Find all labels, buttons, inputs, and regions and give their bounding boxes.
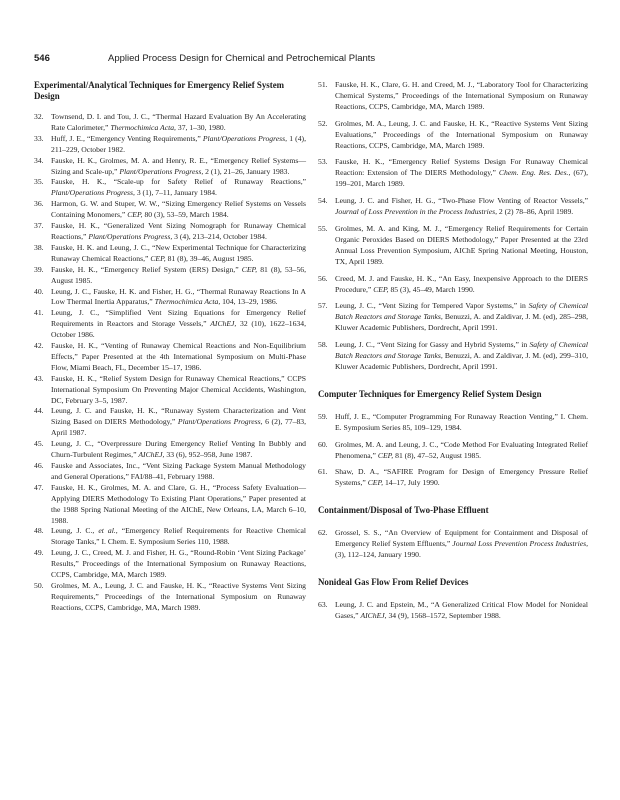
reference-source-title: AIChEJ, bbox=[210, 319, 237, 329]
reference-text: Leung, J. C. and Epstein, M., “A Generalized Critical Flow Model for Nonideal Gases,” bbox=[335, 600, 588, 620]
reference-source-title: CEP, bbox=[241, 264, 258, 274]
reference-source-title: Journal of Loss Prevention in the Process Industries, bbox=[335, 207, 497, 217]
reference-source-title: Plant/Operations Progress, bbox=[119, 166, 204, 176]
reference-citation-details: 3 (1), 7–11, January 1984. bbox=[134, 188, 217, 198]
reference-list-experimental bbox=[34, 112, 306, 614]
reference-source-title: Safety of Chemical Batch Reactors and Storage Tanks, bbox=[335, 340, 588, 361]
reference-entry bbox=[34, 548, 306, 581]
reference-number: 63. bbox=[318, 600, 328, 609]
reference-number: 58. bbox=[318, 340, 328, 350]
reference-source-title: AIChEJ, bbox=[138, 450, 165, 460]
reference-text: Leung, J. C., “Vent Sizing for Tempered Vapor Systems,” in bbox=[335, 301, 529, 311]
reference-number: 61. bbox=[318, 467, 328, 477]
reference-text: Fauske, H. K., Clare, G. H. and Creed, M. J., “Laboratory Tool for Characterizing Chemical Systems,” Proceedings of the International Symposium on Runaway Reactions, CCPS, Cambridge, MA, March 1989. bbox=[335, 80, 588, 111]
reference-text: Leung, J. C., Fauske, H. K. and Fisher, H. G., “Thermal Runaway Reactions In A Low Thermal Inertia Apparatus,” bbox=[51, 286, 306, 307]
reference-number: 38. bbox=[34, 242, 44, 252]
reference-entry bbox=[34, 287, 306, 309]
running-title: Applied Process Design for Chemical and Petrochemical Plants bbox=[108, 53, 376, 64]
reference-text: Fauske, H. K., Grolmes, M. A. and Clare, G. H., “Process Safety Evaluation—Applying DIERS Methodology To Existing Plant Operations,” Paper presented at the 1988 Spring National Meeting of the AIChE, New Orleans, LA, March 6–10, 1988. bbox=[51, 482, 306, 525]
reference-entry bbox=[318, 274, 588, 296]
reference-citation-details: 32 (10), 1622–1634, October 1986. bbox=[51, 319, 306, 340]
reference-entry bbox=[318, 600, 588, 622]
reference-entry bbox=[318, 157, 588, 190]
reference-source-title: Thermochimica Acta, bbox=[110, 122, 176, 132]
reference-number: 52. bbox=[318, 118, 328, 128]
reference-citation-details: 3 (4), 213–214, October 1984. bbox=[172, 231, 267, 241]
reference-number: 46. bbox=[34, 461, 44, 470]
reference-citation-details: (67), 199–201, March 1989. bbox=[335, 168, 588, 189]
reference-text: Fauske, H. K., “Venting of Runaway Chemical Reactions and Non-Equilibrium Effects,” Paper Presented at the 4th International Symposium on Multi-Phase Flow, Miami Beach, FL, December 15–17, 1986. bbox=[51, 341, 306, 372]
reference-number: 48. bbox=[34, 526, 44, 536]
reference-text: Grolmes, M. A., Leung, J. C. and Fauske, H. K., “Reactive Systems Vent Sizing Requirements,” Proceedings of the International Symposium on Runaway Reactions, CCPS, Cambridge, MA, March 1989. bbox=[51, 580, 306, 612]
reference-number: 47. bbox=[34, 482, 44, 492]
reference-text: Fauske, H. K., “Scale-up for Safety Relief of Runaway Reactions,” bbox=[51, 177, 306, 187]
running-header bbox=[34, 53, 594, 67]
reference-text: Fauske and Associates, Inc., “Vent Sizing Package System Manual Methodology and General Operations,” FAI/88–41, February 1988. bbox=[51, 461, 306, 481]
reference-entry bbox=[318, 80, 588, 113]
reference-number: 34. bbox=[34, 155, 44, 165]
reference-text: Leung, J. C., “Vent Sizing for Gassy and Hybrid Systems,” in bbox=[335, 340, 530, 350]
reference-number: 33. bbox=[34, 133, 44, 143]
reference-text: Townsend, D. I. and Tou, J. C., “Thermal Hazard Evaluation By An Accelerating Rate Calorimeter,” bbox=[51, 112, 306, 132]
reference-entry bbox=[34, 581, 306, 614]
reference-entry bbox=[34, 439, 306, 461]
reference-source-title: Journal Loss Prevention Process Industries, bbox=[452, 539, 588, 549]
reference-text: Leung, J. C., bbox=[51, 526, 99, 536]
reference-number: 36. bbox=[34, 199, 44, 209]
reference-source-title: Chem. Eng. Res. Des., bbox=[498, 168, 571, 178]
reference-citation-details: Benuzzi, A. and Zaldivar, J. M. (ed), 285–298, Kluwer Academic Publishers, Dordrecht, April 1991. bbox=[335, 312, 588, 333]
reference-text: Grolmes, M. A. and Leung, J. C., “Code Method For Evaluating Integrated Relief Phenomena,” bbox=[335, 439, 588, 460]
reference-text: Leung, J. C. and Fisher, H. G., “Two-Phase Flow Venting of Reactor Vessels,” bbox=[335, 196, 588, 206]
reference-source-title: AIChEJ, bbox=[360, 610, 387, 620]
right-column bbox=[318, 80, 588, 628]
reference-entry bbox=[318, 224, 588, 268]
reference-number: 53. bbox=[318, 157, 328, 167]
reference-entry bbox=[34, 406, 306, 439]
reference-number: 62. bbox=[318, 528, 328, 538]
reference-citation-details: “Emergency Relief Requirements for Reactive Chemical Storage Tanks,” I. Chem. E. Symposium Series 110, 1988. bbox=[51, 526, 306, 547]
reference-source-title: Plant/Operations Progress, bbox=[88, 231, 173, 241]
reference-entry bbox=[34, 243, 306, 265]
reference-number: 39. bbox=[34, 264, 44, 274]
reference-text: Leung, J. C., Creed, M. J. and Fisher, H. G., “Round-Robin ‘Vent Sizing Package’ Results,” Proceedings of the International Symposium on Runaway Reactions, CCPS, Cambridge, MA, March 1989. bbox=[51, 548, 306, 580]
left-column bbox=[34, 80, 306, 614]
reference-entry bbox=[34, 308, 306, 341]
reference-citation-details: 33 (6), 952–958, June 1987. bbox=[164, 450, 253, 460]
page-number: 546 bbox=[34, 53, 50, 64]
reference-citation-details: 80 (3), 53–59, March 1984. bbox=[142, 210, 229, 220]
reference-text: Grolmes, M. A. and King, M. J., “Emergency Relief Requirements for Certain Organic Peroxides Based on DIERS Methodology,” Paper Presented at the 23rd Annual Loss Prevention Symposium, AIChE Spring National Meeting, Houston, TX, April 1989. bbox=[335, 223, 588, 266]
heading-containment-disposal: Containment/Disposal of Two-Phase Effluent bbox=[318, 505, 489, 516]
reference-number: 44. bbox=[34, 406, 44, 416]
reference-source-title: CEP, bbox=[377, 450, 394, 460]
reference-number: 45. bbox=[34, 439, 44, 449]
reference-number: 41. bbox=[34, 308, 44, 318]
reference-entry bbox=[318, 467, 588, 489]
reference-number: 40. bbox=[34, 286, 44, 296]
reference-citation-details: 81 (8), 47–52, August 1985. bbox=[393, 450, 482, 460]
reference-source-title: Plant/Operations Progress, bbox=[51, 188, 135, 198]
reference-entry bbox=[318, 196, 588, 218]
reference-source-title: Safety of Chemical Batch Reactors and Storage Tanks, bbox=[335, 301, 588, 322]
reference-entry bbox=[318, 412, 588, 434]
reference-entry bbox=[318, 340, 588, 373]
reference-source-title: CEP, bbox=[373, 284, 389, 294]
reference-source-title: CEP, bbox=[367, 478, 384, 488]
reference-number: 42. bbox=[34, 341, 44, 351]
reference-number: 49. bbox=[34, 548, 44, 558]
reference-entry bbox=[34, 483, 306, 527]
reference-entry bbox=[34, 374, 306, 407]
reference-number: 35. bbox=[34, 177, 44, 187]
reference-citation-details: 2 (2) 78–86, April 1989. bbox=[497, 207, 574, 217]
reference-text: Huff, J. E., “Emergency Venting Requirements,” bbox=[51, 133, 203, 143]
reference-citation-details: 34 (9), 1568–1572, September 1988. bbox=[386, 610, 501, 620]
reference-list-containment bbox=[318, 528, 588, 561]
reference-number: 59. bbox=[318, 411, 328, 421]
reference-source-title: Plant/Operations Progress, bbox=[177, 417, 263, 427]
reference-entry bbox=[34, 112, 306, 134]
reference-entry bbox=[34, 341, 306, 374]
reference-entry bbox=[34, 177, 306, 199]
reference-entry bbox=[34, 156, 306, 178]
heading-computer-techniques: Computer Techniques for Emergency Relief System Design bbox=[318, 388, 542, 399]
reference-number: 56. bbox=[318, 273, 328, 283]
reference-text: Fauske, H. K., “Relief System Design for Runaway Chemical Reactions,” CCPS International Symposium On Preventing Major Chemical Accidents, Washington, DC, February 3–5, 1987. bbox=[51, 373, 306, 405]
reference-number: 43. bbox=[34, 373, 44, 383]
reference-entry bbox=[34, 221, 306, 243]
reference-citation-details: 37, 1–30, 1980. bbox=[175, 122, 226, 132]
reference-citation-details: 85 (3), 45–49, March 1990. bbox=[388, 284, 475, 294]
reference-text: Shaw, D. A., “SAFIRE Program for Design of Emergency Pressure Relief Systems,” bbox=[335, 467, 588, 488]
reference-entry bbox=[34, 265, 306, 287]
reference-text: Leung, J. C., “Overpressure During Emergency Relief Venting In Bubbly and Churn-Turbulent Regimes,” bbox=[51, 439, 306, 460]
reference-text: Leung, J. C., “Simplified Vent Sizing Equations for Emergency Relief Requirements in Reactors and Storage Vessels,” bbox=[51, 308, 306, 329]
reference-citation-details: 14–17, July 1990. bbox=[383, 478, 440, 488]
reference-text: Grolmes, M. A., Leung, J. C. and Fauske, H. K., “Reactive Systems Vent Sizing Evaluations,” Proceedings of the International Symposium on Runaway Reactions, CCPS, Cambridge, MA, March 1989. bbox=[335, 118, 588, 150]
reference-entry bbox=[318, 119, 588, 152]
reference-entry bbox=[318, 440, 588, 462]
reference-number: 55. bbox=[318, 223, 328, 233]
reference-number: 60. bbox=[318, 439, 328, 449]
reference-number: 51. bbox=[318, 80, 328, 89]
reference-entry bbox=[318, 528, 588, 561]
reference-text: Grossel, S. S., “An Overview of Equipment for Containment and Disposal of Emergency Relief System Effluents,” bbox=[335, 528, 588, 549]
reference-entry bbox=[318, 301, 588, 334]
heading-experimental-techniques: Experimental/Analytical Techniques for Emergency Relief System Design bbox=[34, 80, 285, 101]
reference-text: Huff, J. E., “Computer Programming For Runaway Reaction Venting,” I. Chem. E. Symposium Series 85, 109–129, 1984. bbox=[335, 411, 588, 432]
reference-text: Fauske, H. K., “Generalized Vent Sizing Nomograph for Runaway Chemical Reactions,” bbox=[51, 221, 306, 241]
reference-text: Fauske, H. K., Grolmes, M. A. and Henry, R. E., “Emergency Relief Systems—Sizing and Scale-up,” bbox=[51, 155, 306, 176]
reference-number: 57. bbox=[318, 301, 328, 311]
reference-citation-details: 2 (1), 21–26, January 1983. bbox=[203, 166, 290, 176]
reference-number: 54. bbox=[318, 196, 328, 206]
reference-entry bbox=[34, 199, 306, 221]
reference-entry bbox=[34, 526, 306, 548]
reference-source-title: et al., bbox=[98, 526, 118, 536]
reference-citation-details: 81 (8), 53–56, August 1985. bbox=[51, 264, 306, 285]
reference-source-title: Thermochimica Acta, bbox=[154, 297, 221, 307]
reference-source-title: CEP, bbox=[150, 253, 166, 263]
reference-text: Harmon, G. W. and Stuper, W. W., “Sizing Emergency Relief Systems on Vessels Containing Monomers,” bbox=[51, 199, 306, 220]
reference-text: Fauske, H. K., “Emergency Relief System (ERS) Design,” bbox=[51, 264, 242, 274]
reference-text: Leung, J. C. and Fauske, H. K., “Runaway System Characterization and Vent Sizing Based on DIERS Methodology,” bbox=[51, 406, 306, 427]
reference-citation-details: 6 (2), 77–83, April 1987. bbox=[51, 417, 306, 438]
reference-list-computer bbox=[318, 412, 588, 489]
reference-text: Fauske, H. K. and Leung, J. C., “New Experimental Technique for Characterizing Runaway Chemical Reactions,” bbox=[51, 242, 306, 263]
reference-number: 37. bbox=[34, 221, 44, 231]
reference-text: Creed, M. J. and Fauske, H. K., “An Easy, Inexpensive Approach to the DIERS Procedure,” bbox=[335, 273, 588, 294]
heading-nonideal-gas-flow: Nonideal Gas Flow From Relief Devices bbox=[318, 577, 469, 587]
reference-source-title: CEP, bbox=[127, 210, 143, 220]
reference-entry bbox=[34, 134, 306, 156]
reference-number: 32. bbox=[34, 112, 44, 121]
reference-citation-details: 104, 13–29, 1986. bbox=[220, 297, 278, 307]
reference-text: Fauske, H. K., “Emergency Relief Systems Design For Runaway Chemical Reaction: Extension of The DIERS Methodology,” bbox=[335, 157, 588, 178]
reference-list-experimental-continued bbox=[318, 80, 588, 373]
reference-citation-details: 1 (4), 211–229, October 1982. bbox=[51, 133, 306, 154]
reference-citation-details: (3), 112–124, January 1990. bbox=[335, 550, 421, 560]
reference-number: 50. bbox=[34, 580, 44, 590]
reference-citation-details: Benuzzi, A. and Zaldivar, J. M. (ed), 299–310, Kluwer Academic Publishers, Dordrecht, April 1991. bbox=[335, 351, 588, 371]
reference-entry bbox=[34, 461, 306, 483]
reference-list-nonideal bbox=[318, 600, 588, 622]
reference-citation-details: 81 (8), 39–46, August 1985. bbox=[165, 253, 254, 263]
reference-source-title: Plant/Operations Progress, bbox=[202, 133, 288, 143]
